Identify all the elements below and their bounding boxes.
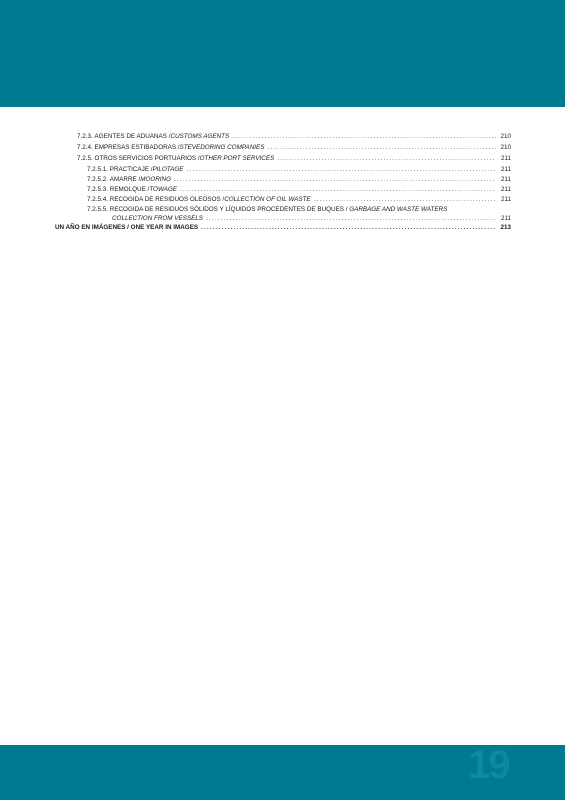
toc-entry-title-en: OTHER PORT SERVICES	[199, 155, 275, 162]
dot-leader	[186, 165, 496, 175]
toc-entry-7-2-5-4[interactable]	[87, 195, 511, 205]
toc-page-number: 210	[500, 144, 511, 151]
dot-leader	[201, 223, 496, 233]
toc-page-number: 211	[500, 155, 511, 162]
toc-entry-7-2-5[interactable]	[77, 154, 511, 164]
toc-page-number: 211	[500, 186, 511, 193]
dot-leader	[267, 143, 496, 153]
toc-page-number: 211	[500, 166, 511, 173]
dot-leader	[314, 195, 496, 205]
toc-entry-number: 7.2.4.	[77, 144, 93, 151]
toc-entry-number: 7.2.5.5.	[87, 206, 109, 213]
toc-page-number: 210	[500, 133, 511, 140]
toc-page-number: 211	[500, 176, 511, 183]
toc-entry-title-es: RECOGIDA DE RESIDUOS OLEOSOS /	[109, 196, 225, 203]
toc-entry-title-en: GARBAGE AND WASTE WATERS	[349, 206, 448, 213]
toc-entry-title-es: AMARRE /	[109, 176, 141, 183]
toc-entry-one-year-in-images[interactable]	[55, 223, 511, 233]
toc-entry-title-es: REMOLQUE /	[109, 186, 150, 193]
toc-entry-7-2-5-1[interactable]	[87, 165, 511, 175]
toc-entry-title-en: CUSTOMS AGENTS	[170, 133, 230, 140]
toc-entry-title-en: TOWAGE	[149, 186, 178, 193]
header-band	[0, 0, 565, 107]
toc-entry-title-en: PILOTAGE	[152, 166, 184, 173]
toc-entry-7-2-5-2[interactable]	[87, 175, 511, 185]
toc-entry-number: 7.2.3.	[77, 133, 93, 140]
toc-entry-title-es: EMPRESAS ESTIBADORAS /	[94, 144, 180, 151]
toc-page-number: 211	[500, 215, 511, 222]
toc-page-number: 213	[500, 224, 511, 231]
toc-entry-title-es: PRACTICAJE /	[109, 166, 153, 173]
toc-entry-title-en: MOORING	[140, 176, 172, 183]
toc-entry-number: 7.2.5.2.	[87, 176, 109, 183]
toc-entry-number: 7.2.5.	[77, 155, 93, 162]
toc-entry-number: 7.2.5.4.	[87, 196, 109, 203]
toc-entry-title-en: COLLECTION OF OIL WASTE	[224, 196, 311, 203]
toc-entry-title-es: OTROS SERVICIOS PORTUARIOS /	[94, 155, 200, 162]
toc-entry-title-es: UN AÑO EN IMÁGENES / ONE YEAR IN IMAGES	[55, 224, 199, 231]
toc-entry-number: 7.2.5.3.	[87, 186, 109, 193]
toc-entry-title-en: STEVEDORING COMPANIES	[179, 144, 265, 151]
toc-entry-title-es: AGENTES DE ADUANAS /	[94, 133, 171, 140]
toc-page-number: 211	[500, 196, 511, 203]
toc-entry-7-2-3[interactable]	[77, 132, 511, 142]
dot-leader	[174, 175, 496, 185]
toc-entry-7-2-5-3[interactable]	[87, 185, 511, 195]
page-number: 19	[468, 743, 509, 787]
dot-leader	[277, 154, 496, 164]
toc-entry-7-2-4[interactable]	[77, 143, 511, 153]
dot-leader	[232, 132, 496, 142]
toc-entry-title-es: RECOGIDA DE RESIDUOS SÓLIDOS Y LÍQUIDOS PROCEDENTES DE BUQUES /	[109, 206, 350, 213]
dot-leader	[180, 185, 496, 195]
toc-entry-title-en: COLLECTION FROM VESSELS	[112, 215, 203, 222]
toc-entry-number: 7.2.5.1.	[87, 166, 109, 173]
